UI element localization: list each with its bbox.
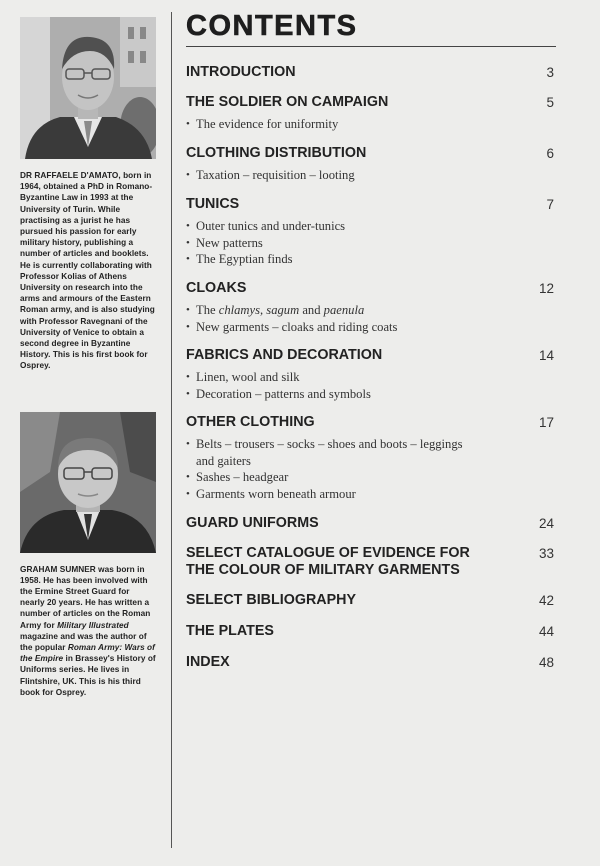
page-title: CONTENTS xyxy=(186,10,358,42)
author-photo-2 xyxy=(20,412,156,553)
bio-2-part-c: magazine and was the author of the popular xyxy=(20,631,147,653)
toc-entry-soldier-on-campaign[interactable] xyxy=(186,94,556,133)
toc-title: THE PLATES xyxy=(186,623,274,639)
toc-title: THE SOLDIER ON CAMPAIGN xyxy=(186,94,389,110)
toc-page: 33 xyxy=(538,546,554,561)
toc-subentry: • Sashes – headgear xyxy=(186,469,556,486)
toc-page: 44 xyxy=(538,624,554,639)
toc-entry-the-plates[interactable] xyxy=(186,623,556,640)
toc-entry-select-bibliography[interactable] xyxy=(186,592,556,609)
toc-page: 3 xyxy=(546,65,554,80)
toc-page: 6 xyxy=(546,146,554,161)
toc-page: 42 xyxy=(538,593,554,608)
bio-2-part-a: GRAHAM SUMNER was born in 1958. He has been involved with the Ermine Street Guard for nearly 20 years. He has written a number of articles on the Roman Army for xyxy=(20,564,151,630)
toc-entry-cloaks[interactable] xyxy=(186,280,556,335)
toc-subentry: • New patterns xyxy=(186,235,556,252)
toc-entry-guard-uniforms[interactable] xyxy=(186,515,556,532)
sub-text: and xyxy=(299,303,324,317)
toc-subentry-continuation: and gaiters xyxy=(196,453,251,468)
author-photo-2-image xyxy=(20,412,156,553)
toc-subentry xyxy=(186,302,556,319)
toc-title: FABRICS AND DECORATION xyxy=(186,347,383,363)
toc-title: CLOTHING DISTRIBUTION xyxy=(186,145,367,161)
toc-title: SELECT BIBLIOGRAPHY xyxy=(186,592,356,608)
toc-entry-select-catalogue[interactable] xyxy=(186,545,556,579)
toc-page: 7 xyxy=(546,197,554,212)
toc-title: INTRODUCTION xyxy=(186,64,296,80)
sub-italic-text: paenula xyxy=(323,303,365,317)
author-bio-2 xyxy=(20,564,156,698)
toc-entry-index[interactable] xyxy=(186,654,556,671)
toc-title: INDEX xyxy=(186,654,230,670)
author-photo-1 xyxy=(20,17,156,159)
toc-page: 5 xyxy=(546,95,554,110)
bio-2-magazine-title: Military Illustrated xyxy=(57,620,129,630)
toc-subentry: • Belts – trousers – socks – shoes and boots – leggings xyxy=(186,436,556,453)
bio-2-book-title: Roman Army: Wars of the Empire xyxy=(20,643,155,664)
toc-subentry: • Linen, wool and silk xyxy=(186,369,556,386)
author-bio-1: DR RAFFAELE D'AMATO, born in 1964, obtained a PhD in Romano-Byzantine Law in 1993 at the University of Turin. While practising as a jurist he has pursued his passion for early military history, publishing a number of articles and booklets. He is currently collaborating with Professor Kolias of Athens University on research into the arms and armours of the Eastern Roman army, and is also studying with Professor Ravegnani of the University of Venice to obtain a second degree in Byzantine History. This is his first book for Osprey. xyxy=(20,171,155,371)
author-column xyxy=(20,17,156,698)
toc-title: CLOAKS xyxy=(186,280,247,296)
column-divider xyxy=(171,12,172,848)
toc-title: GUARD UNIFORMS xyxy=(186,515,319,531)
toc-page: 48 xyxy=(538,655,554,670)
toc-page: 24 xyxy=(538,516,554,531)
toc-subentry: • Garments worn beneath armour xyxy=(186,486,556,503)
toc-entry-tunics[interactable] xyxy=(186,196,556,268)
toc-subentry: • The Egyptian finds xyxy=(186,251,556,268)
sub-text: The xyxy=(196,303,219,317)
author-photo-1-image xyxy=(20,17,156,159)
toc-subentry: • New garments – cloaks and riding coats xyxy=(186,319,556,336)
toc-page: 14 xyxy=(538,348,554,363)
toc-page: 17 xyxy=(538,415,554,430)
toc-entry-clothing-distribution[interactable] xyxy=(186,145,556,184)
toc-title: TUNICS xyxy=(186,196,240,212)
toc-entry-fabrics-decoration[interactable] xyxy=(186,347,556,402)
toc-entry-introduction[interactable] xyxy=(186,64,556,81)
title-rule xyxy=(186,46,556,47)
sub-italic-text: chlamys, sagum xyxy=(218,303,300,317)
toc-subentry: • Taxation – requisition – looting xyxy=(186,167,556,184)
toc-subentry: • The evidence for uniformity xyxy=(186,116,556,133)
toc-page: 12 xyxy=(538,281,554,296)
toc-entry-other-clothing[interactable] xyxy=(186,414,556,503)
toc-title: SELECT CATALOGUE OF EVIDENCE FOR THE COLOUR OF MILITARY GARMENTS xyxy=(186,545,470,578)
bio-2-part-e: in Brassey's History of Uniforms series. He lives in Flintshire, UK. This is his third book for Osprey. xyxy=(20,654,156,697)
toc-subentry: • Outer tunics and under-tunics xyxy=(186,218,556,235)
toc-title: OTHER CLOTHING xyxy=(186,414,315,430)
toc-subentry: • Decoration – patterns and symbols xyxy=(186,386,556,403)
